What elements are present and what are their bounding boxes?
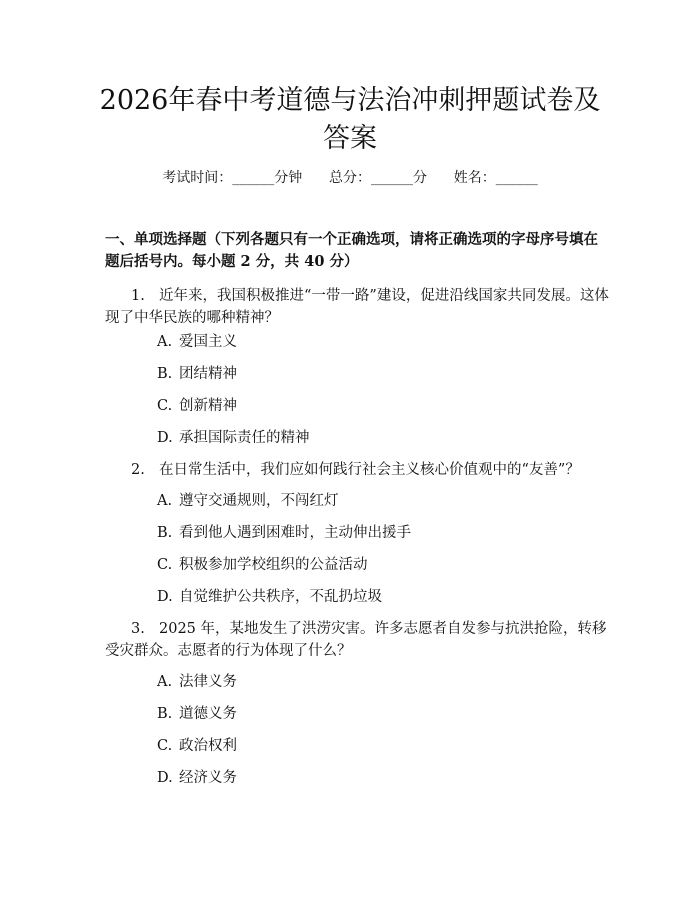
option-1a xyxy=(157,332,237,352)
option-letter: A. xyxy=(157,334,173,350)
option-3b xyxy=(157,704,237,724)
option-2a xyxy=(157,491,339,511)
option-text: 看到他人遇到困难时，主动伸出援手 xyxy=(179,525,411,541)
exam-info-line: 考试时间：______分钟 总分：______分 姓名：______ xyxy=(162,170,538,186)
option-letter: C. xyxy=(157,398,173,414)
option-1d xyxy=(157,428,310,448)
option-text: 创新精神 xyxy=(179,398,237,414)
option-text: 道德义务 xyxy=(179,706,237,722)
question-1 xyxy=(105,285,610,329)
option-text: 爱国主义 xyxy=(179,334,237,350)
question-3 xyxy=(105,618,610,662)
option-3c xyxy=(157,736,237,756)
option-letter: D. xyxy=(157,770,173,786)
option-letter: D. xyxy=(157,589,173,605)
option-text: 法律义务 xyxy=(179,674,237,690)
question-2 xyxy=(105,459,610,481)
option-letter: B. xyxy=(157,525,173,541)
option-text: 遵守交通规则，不闯红灯 xyxy=(179,493,339,509)
option-text: 政治权利 xyxy=(179,738,237,754)
option-3d xyxy=(157,768,237,788)
option-letter: D. xyxy=(157,430,173,446)
option-letter: C. xyxy=(157,738,173,754)
option-text: 积极参加学校组织的公益活动 xyxy=(179,557,368,573)
question-number: 3. xyxy=(131,621,145,637)
option-2b xyxy=(157,523,411,543)
option-text: 承担国际责任的精神 xyxy=(179,430,310,446)
section-heading: 一、单项选择题（下列各题只有一个正确选项，请将正确选项的字母序号填在题后括号内。每小题 2 分，共 40 分） xyxy=(105,231,598,270)
question-text: 在日常生活中，我们应如何践行社会主义核心价值观中的“友善”？ xyxy=(159,462,580,478)
option-letter: B. xyxy=(157,366,173,382)
option-letter: A. xyxy=(157,493,173,509)
question-number: 1. xyxy=(131,288,145,304)
option-2c xyxy=(157,555,368,575)
question-text: 近年来，我国积极推进“一带一路”建设，促进沿线国家共同发展。这体现了中华民族的哪种精神？ xyxy=(105,288,609,326)
option-letter: B. xyxy=(157,706,173,722)
option-text: 自觉维护公共秩序，不乱扔垃圾 xyxy=(179,589,382,605)
question-text: 2025 年，某地发生了洪涝灾害。许多志愿者自发参与抗洪抢险，转移受灾群众。志愿者的行为体现了什么？ xyxy=(105,621,607,659)
option-1c xyxy=(157,396,237,416)
question-number: 2. xyxy=(131,462,145,478)
option-1b xyxy=(157,364,237,384)
option-2d xyxy=(157,587,382,607)
option-letter: A. xyxy=(157,674,173,690)
option-text: 团结精神 xyxy=(179,366,237,382)
document-title: 2026年春中考道德与法治冲刺押题试卷及答案 xyxy=(99,85,601,154)
option-text: 经济义务 xyxy=(179,770,237,786)
option-letter: C. xyxy=(157,557,173,573)
option-3a xyxy=(157,672,237,692)
